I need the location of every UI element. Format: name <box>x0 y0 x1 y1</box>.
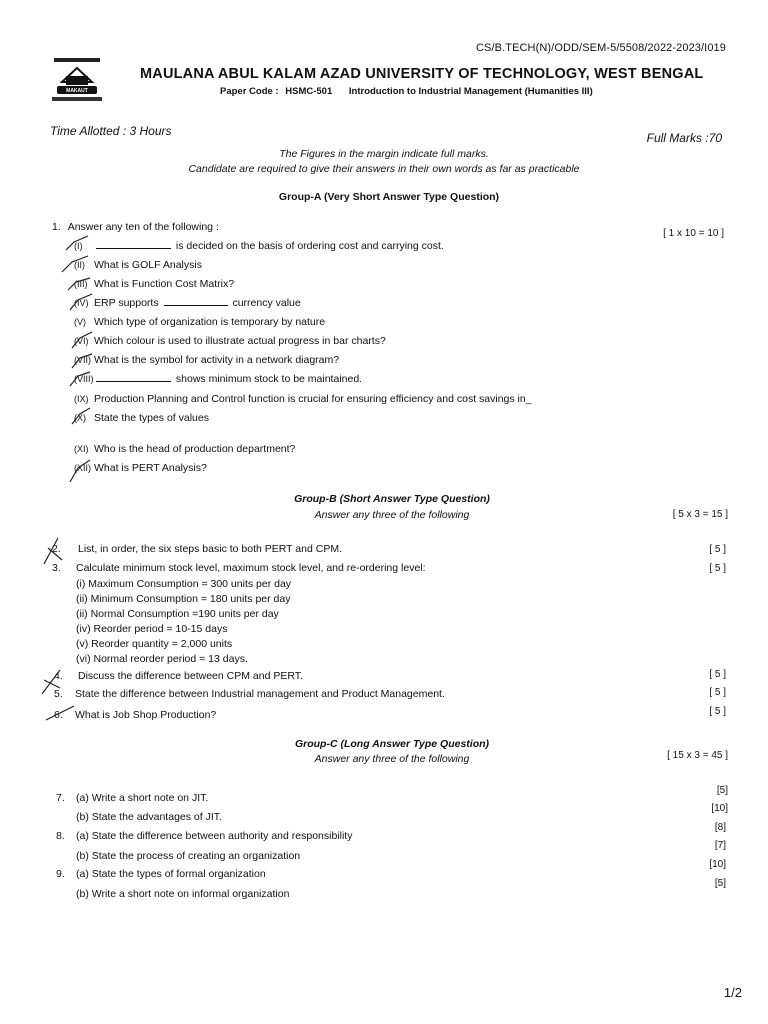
question-9b: (b) Write a short note on informal organization <box>76 888 290 900</box>
group-b-subtitle: Answer any three of the following <box>314 509 470 521</box>
pen-cross-marks <box>38 530 78 730</box>
list-item <box>74 316 325 328</box>
instruction-margin: The Figures in the margin indicate full marks. <box>279 148 489 160</box>
page-number: 1/2 <box>723 985 742 1000</box>
question-4 <box>54 670 303 682</box>
question-text: What is Job Shop Production? <box>75 709 217 721</box>
question-number: 4. <box>54 670 63 682</box>
answer-blank <box>96 240 171 249</box>
question-3-marks: [ 5 ] <box>709 563 726 574</box>
question-7b-marks: [10] <box>711 803 728 814</box>
data-line: (i) Maximum Consumption = 300 units per day <box>76 578 292 590</box>
list-item <box>74 240 444 252</box>
item-number: (XII) <box>74 463 91 473</box>
question-9b-marks: [5] <box>714 878 726 889</box>
list-item <box>74 297 301 309</box>
item-text: Production Planning and Control function is crucial for ensuring efficiency and cost savings in_ <box>94 393 532 405</box>
university-name: MAULANA ABUL KALAM AZAD UNIVERSITY OF TECHNOLOGY, WEST BENGAL <box>140 66 704 82</box>
logo-wordmark: MAKAUT <box>66 88 88 94</box>
group-c-title: Group-C (Long Answer Type Question) <box>294 738 490 750</box>
list-item <box>74 335 386 347</box>
question-2 <box>52 543 342 555</box>
list-item <box>74 373 362 385</box>
item-text: What is the symbol for activity in a network diagram? <box>94 354 340 366</box>
item-text: State the types of values <box>94 412 209 424</box>
data-line: (iv) Reorder period = 10-15 days <box>76 623 228 635</box>
question-7a-marks: [5] <box>716 785 728 796</box>
question-number: 6. <box>54 709 63 721</box>
data-line: (v) Reorder quantity = 2,000 units <box>76 638 233 650</box>
question-9a-marks: [10] <box>709 859 726 870</box>
question-text: (a) Write a short note on JIT. <box>76 792 209 804</box>
item-text: currency value <box>232 297 301 309</box>
university-logo <box>48 56 106 104</box>
list-item <box>74 443 295 455</box>
time-allotted: Time Allotted : 3 Hours <box>50 124 172 138</box>
answer-blank <box>96 373 171 382</box>
paper-code: HSMC-501 <box>285 86 333 97</box>
item-number: (X) <box>74 413 86 423</box>
group-b-marks: [ 5 x 3 = 15 ] <box>672 509 728 520</box>
question-7a <box>56 792 208 804</box>
answer-blank <box>164 297 228 306</box>
question-3 <box>52 562 426 574</box>
item-text: is decided on the basis of ordering cost and carrying cost. <box>175 240 444 252</box>
item-text: Which type of organization is temporary by nature <box>94 316 326 328</box>
exam-code: CS/B.TECH(N)/ODD/SEM-5/5508/2022-2023/I019 <box>476 42 726 54</box>
list-item <box>74 393 532 405</box>
item-text: Which colour is used to illustrate actual progress in bar charts? <box>94 335 386 347</box>
group-c-subtitle: Answer any three of the following <box>314 753 470 765</box>
question-number: 8. <box>56 830 65 842</box>
question-number: 7. <box>56 792 65 804</box>
question-8b: (b) State the process of creating an organization <box>76 850 301 862</box>
question-9a <box>56 868 266 880</box>
group-c-marks: [ 15 x 3 = 45 ] <box>667 750 728 761</box>
question-text: Calculate minimum stock level, maximum stock level, and re-ordering level: <box>76 562 426 574</box>
question-2-marks: [ 5 ] <box>709 544 726 555</box>
item-number: (V) <box>74 317 86 327</box>
group-b-title: Group-B (Short Answer Type Question) <box>294 493 490 505</box>
question-5 <box>54 688 445 700</box>
question-number: 3. <box>52 562 61 574</box>
item-number: (IX) <box>74 394 89 404</box>
question-5-marks: [ 5 ] <box>709 687 726 698</box>
question-text: State the difference between Industrial management and Product Management. <box>75 688 445 700</box>
item-text: Who is the head of production department? <box>94 443 296 455</box>
question-text: (a) State the difference between authority and responsibility <box>76 830 353 842</box>
question-text: (a) State the types of formal organization <box>76 868 266 880</box>
full-marks: Full Marks :70 <box>646 131 722 145</box>
group-a-marks: [ 1 x 10 = 10 ] <box>663 228 724 239</box>
item-prefix: ERP supports <box>94 297 159 309</box>
item-text: What is Function Cost Matrix? <box>94 278 235 290</box>
item-text: What is GOLF Analysis <box>94 259 202 271</box>
question-number: 9. <box>56 868 65 880</box>
question-4-marks: [ 5 ] <box>709 669 726 680</box>
item-number: (XI) <box>74 444 89 454</box>
question-8b-marks: [7] <box>714 840 726 851</box>
instruction-own-words: Candidate are required to give their answers in their own words as far as practicable <box>188 163 580 175</box>
question-6 <box>54 709 216 721</box>
question-8a-marks: [8] <box>714 822 726 833</box>
item-text: What is PERT Analysis? <box>94 462 207 474</box>
item-number: (VIII) <box>74 374 94 384</box>
item-text: shows minimum stock to be maintained. <box>175 373 363 385</box>
item-number: (IV) <box>74 298 89 308</box>
question-text: List, in order, the six steps basic to both PERT and CPM. <box>78 543 342 555</box>
paper-code-line <box>220 86 593 97</box>
question-number: 2. <box>52 543 61 555</box>
item-number: (I) <box>74 241 83 251</box>
data-line: (ii) Minimum Consumption = 180 units per day <box>76 593 291 605</box>
paper-title: Introduction to Industrial Management (Humanities III) <box>348 86 593 97</box>
question-7b: (b) State the advantages of JIT. <box>76 811 222 823</box>
question-1-text: Answer any ten of the following : <box>67 221 219 233</box>
question-3-data <box>76 577 291 667</box>
question-8a <box>56 830 352 842</box>
question-number: 5. <box>54 688 63 700</box>
item-number: (VI) <box>74 336 89 346</box>
group-a-title: Group-A (Very Short Answer Type Question) <box>278 191 500 203</box>
data-line: (ii) Normal Consumption =190 units per day <box>76 608 279 620</box>
list-item <box>74 278 234 290</box>
question-6-marks: [ 5 ] <box>709 706 726 717</box>
data-line: (vi) Normal reorder period = 13 days. <box>76 653 248 665</box>
paper-code-label: Paper Code : <box>220 86 279 97</box>
item-number: (III) <box>74 279 88 289</box>
item-number: (II) <box>74 260 85 270</box>
item-number: (VII) <box>74 355 91 365</box>
list-item <box>74 354 339 366</box>
pen-tick-marks <box>58 232 98 482</box>
question-text: Discuss the difference between CPM and PERT. <box>78 670 303 682</box>
question-1-number: 1. <box>52 221 61 233</box>
